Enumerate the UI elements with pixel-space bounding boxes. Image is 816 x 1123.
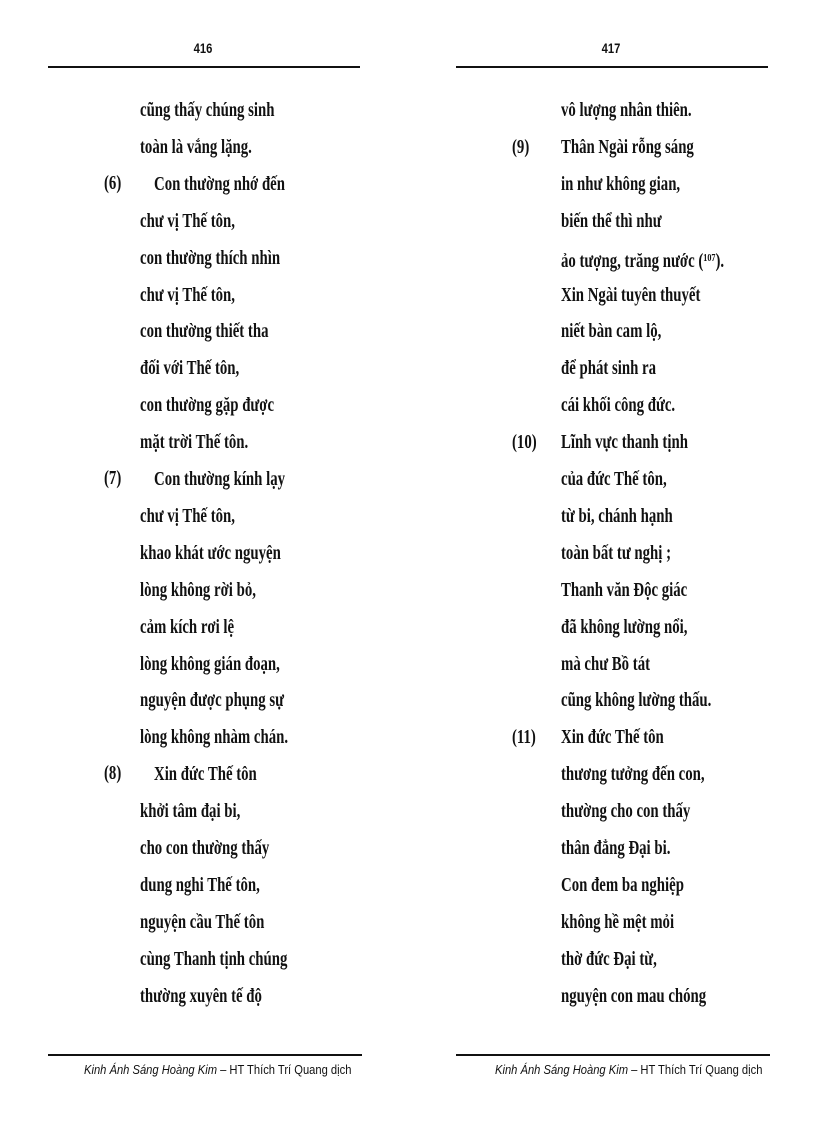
footer-rule-right bbox=[456, 1054, 770, 1056]
text-line: mà chư Bồ tát bbox=[561, 652, 651, 675]
text-line: Con đem ba nghiệp bbox=[561, 873, 684, 896]
text-line: mặt trời Thế tôn. bbox=[140, 431, 249, 454]
text-line: lòng không nhàm chán. bbox=[140, 726, 289, 749]
text-line: cho con thường thấy bbox=[140, 837, 270, 859]
header-rule-right bbox=[456, 66, 768, 68]
text-line: Xin đức Thế tôn bbox=[561, 726, 664, 749]
text-line: cũng không lường thấu. bbox=[561, 689, 712, 712]
text-line: Xin đức Thế tôn bbox=[154, 763, 257, 786]
text-line: nguyện con mau chóng bbox=[561, 984, 707, 1007]
text-line: thương tưởng đến con, bbox=[561, 763, 705, 786]
text-line: toàn bất tư nghị ; bbox=[561, 541, 672, 564]
text-line: in như không gian, bbox=[561, 172, 681, 195]
text-line: đã không lường nổi, bbox=[561, 615, 688, 638]
footer-book-title: Kinh Ánh Sáng Hoàng Kim bbox=[495, 1062, 629, 1077]
text-line: biến thể thì như bbox=[561, 209, 662, 232]
text-line: niết bàn cam lộ, bbox=[561, 320, 662, 343]
text-line: Con thường nhớ đến bbox=[154, 172, 285, 195]
text-line: nguyện cầu Thế tôn bbox=[140, 910, 265, 933]
header-rule-left bbox=[48, 66, 360, 68]
verse-number: (9) bbox=[512, 136, 530, 158]
text-line: ảo tượng, trăng nước ( bbox=[561, 249, 704, 272]
text-line: cùng Thanh tịnh chúng bbox=[140, 947, 288, 970]
text-line: thờ đức Đại từ, bbox=[561, 947, 657, 970]
verse-number: (10) bbox=[512, 431, 537, 453]
text-line: chư vị Thế tôn, bbox=[140, 283, 235, 306]
text-line: Thanh văn Độc giác bbox=[561, 578, 688, 601]
footnote-reference: 107 bbox=[703, 251, 716, 264]
text-line: con thường thiết tha bbox=[140, 320, 269, 343]
text-line: khao khát ước nguyện bbox=[140, 541, 281, 564]
footer-credit: – HT Thích Trí Quang dịch bbox=[217, 1062, 352, 1077]
footer-book-title: Kinh Ánh Sáng Hoàng Kim bbox=[84, 1062, 218, 1077]
text-line: khởi tâm đại bi, bbox=[140, 800, 241, 823]
text-line: cái khối công đức. bbox=[561, 394, 676, 417]
footer-rule-left bbox=[48, 1054, 362, 1056]
text-line: chư vị Thế tôn, bbox=[140, 209, 235, 232]
text-line: thường xuyên tế độ bbox=[140, 984, 262, 1007]
footer-right bbox=[495, 1062, 762, 1077]
text-line: Thân Ngài rỗng sáng bbox=[561, 135, 694, 158]
footer-left bbox=[84, 1062, 351, 1077]
page-number-left: 416 bbox=[193, 40, 213, 56]
text-line: toàn là vắng lặng. bbox=[140, 135, 252, 158]
text-line: dung nghi Thế tôn, bbox=[140, 873, 260, 896]
text-line: con thường thích nhìn bbox=[140, 246, 281, 269]
text-line: cũng thấy chúng sinh bbox=[140, 99, 275, 121]
text-line: thân đẳng Đại bi. bbox=[561, 837, 671, 859]
text-line: đối với Thế tôn, bbox=[140, 357, 240, 380]
text-line-tail: ). bbox=[715, 249, 725, 272]
text-line: lòng không gián đoạn, bbox=[140, 652, 280, 675]
text-line: thường cho con thấy bbox=[561, 800, 691, 823]
verse-number: (7) bbox=[104, 467, 122, 489]
text-line: con thường gặp được bbox=[140, 394, 275, 417]
verse-number: (6) bbox=[104, 172, 122, 194]
text-line: nguyện được phụng sự bbox=[140, 689, 285, 712]
verse-number: (11) bbox=[512, 726, 536, 748]
text-line: lòng không rời bỏ, bbox=[140, 578, 256, 601]
text-line: không hề mệt mỏi bbox=[561, 910, 675, 933]
text-line: từ bi, chánh hạnh bbox=[561, 504, 673, 527]
text-line: Con thường kính lạy bbox=[154, 468, 286, 490]
text-line: để phát sinh ra bbox=[561, 357, 656, 380]
text-line: vô lượng nhân thiên. bbox=[561, 99, 692, 121]
text-line: Lĩnh vực thanh tịnh bbox=[561, 431, 688, 454]
text-line: cảm kích rơi lệ bbox=[140, 615, 235, 638]
verse-number: (8) bbox=[104, 762, 122, 784]
text-line: Xin Ngài tuyên thuyết bbox=[561, 283, 701, 306]
text-line: chư vị Thế tôn, bbox=[140, 504, 235, 527]
text-line-with-footnote bbox=[561, 246, 724, 273]
page-number-right: 417 bbox=[601, 40, 621, 56]
footer-credit: – HT Thích Trí Quang dịch bbox=[628, 1062, 763, 1077]
text-line: của đức Thế tôn, bbox=[561, 468, 667, 490]
